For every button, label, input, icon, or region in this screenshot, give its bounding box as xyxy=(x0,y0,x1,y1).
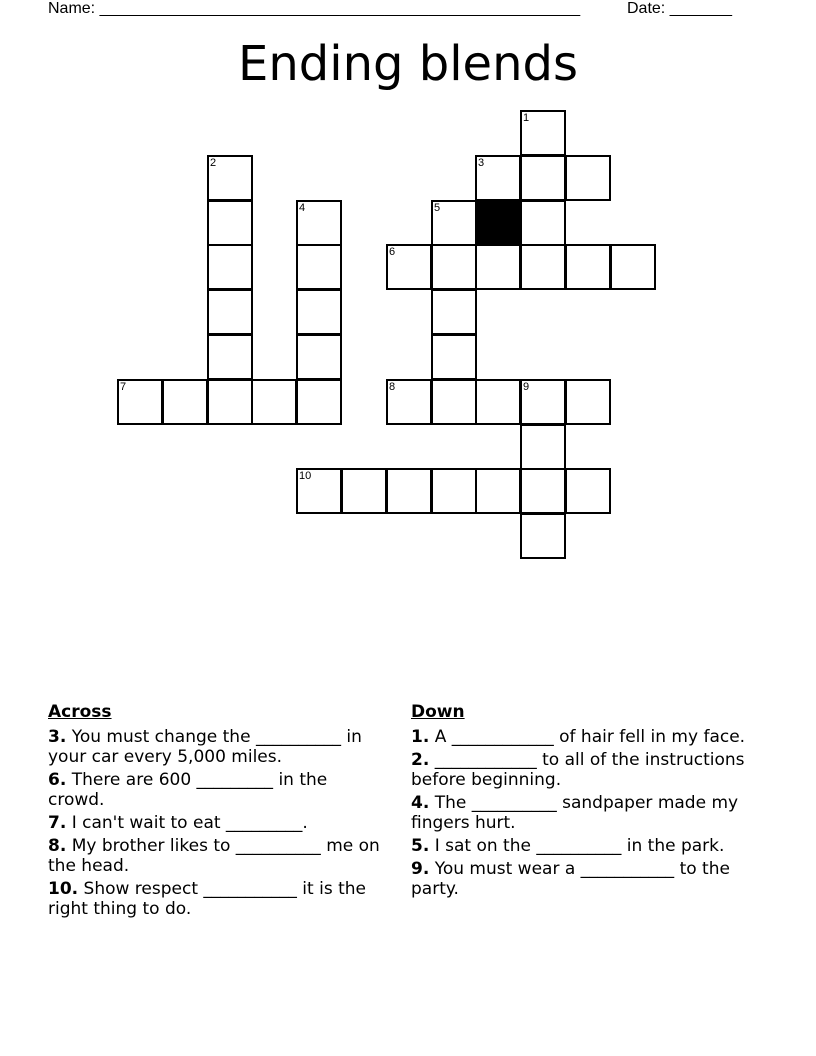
cell-number: 8 xyxy=(389,381,396,393)
clue-number: 6. xyxy=(48,770,67,790)
clue-across-10 xyxy=(48,879,388,919)
clue-number: 7. xyxy=(48,813,67,833)
grid-cell[interactable] xyxy=(520,244,566,290)
clue-text: The __________ sandpaper made my fingers hurt. xyxy=(411,793,739,833)
clue-text: You must change the __________ in your car every 5,000 miles. xyxy=(48,727,362,767)
grid-cell[interactable] xyxy=(520,155,566,201)
clue-down-5 xyxy=(411,836,751,856)
date-line: Date: _______ xyxy=(627,0,732,17)
grid-cell[interactable] xyxy=(475,379,521,425)
page-title: Ending blends xyxy=(238,36,578,92)
grid-cell[interactable] xyxy=(520,200,566,246)
grid-cell[interactable] xyxy=(431,379,477,425)
grid-cell[interactable] xyxy=(565,155,611,201)
grid-cell[interactable] xyxy=(520,513,566,559)
down-clues xyxy=(411,702,751,902)
cell-number: 6 xyxy=(389,246,396,258)
grid-cell[interactable] xyxy=(207,289,253,335)
cell-number: 4 xyxy=(299,202,306,214)
grid-cell[interactable] xyxy=(296,379,342,425)
clue-text: Show respect ___________ it is the right thing to do. xyxy=(48,879,366,919)
grid-cell[interactable] xyxy=(610,244,656,290)
clue-text: I can't wait to eat _________. xyxy=(71,813,308,833)
clue-across-7 xyxy=(48,813,388,833)
grid-cell[interactable] xyxy=(251,379,297,425)
clue-number: 1. xyxy=(411,727,430,747)
clue-down-2 xyxy=(411,750,751,790)
across-heading: Across xyxy=(48,702,112,722)
grid-cell[interactable] xyxy=(207,200,253,246)
grid-cell[interactable] xyxy=(296,244,342,290)
grid-cell[interactable] xyxy=(520,424,566,470)
grid-cell[interactable] xyxy=(431,468,477,514)
clue-text: There are 600 _________ in the crowd. xyxy=(48,770,328,810)
clue-number: 8. xyxy=(48,836,67,856)
grid-cell[interactable] xyxy=(431,334,477,380)
grid-cell[interactable] xyxy=(520,468,566,514)
grid-cell[interactable] xyxy=(386,379,432,425)
cell-number: 5 xyxy=(434,202,441,214)
black-cell xyxy=(475,200,521,246)
clue-down-1 xyxy=(411,727,751,747)
grid-cell[interactable] xyxy=(565,244,611,290)
grid-cell[interactable] xyxy=(207,244,253,290)
clue-number: 10. xyxy=(48,879,79,899)
clue-number: 2. xyxy=(411,750,430,770)
clue-text: ____________ to all of the instructions before beginning. xyxy=(411,750,745,790)
across-clues xyxy=(48,702,388,922)
clue-text: I sat on the __________ in the park. xyxy=(434,836,725,856)
cell-number: 2 xyxy=(210,157,217,169)
grid-cell[interactable] xyxy=(520,379,566,425)
grid-cell[interactable] xyxy=(207,334,253,380)
grid-cell[interactable] xyxy=(565,379,611,425)
clue-across-6 xyxy=(48,770,388,810)
grid-cell[interactable] xyxy=(162,379,208,425)
grid-cell[interactable] xyxy=(117,379,163,425)
cell-number: 10 xyxy=(299,470,312,482)
grid-cell[interactable] xyxy=(296,289,342,335)
clue-number: 9. xyxy=(411,859,430,879)
clue-number: 3. xyxy=(48,727,67,747)
grid-cell[interactable] xyxy=(431,289,477,335)
cell-number: 1 xyxy=(523,112,530,124)
clue-down-4 xyxy=(411,793,751,833)
grid-cell[interactable] xyxy=(296,334,342,380)
grid-cell[interactable] xyxy=(520,110,566,156)
grid-cell[interactable] xyxy=(431,244,477,290)
cell-number: 3 xyxy=(478,157,485,169)
grid-cell[interactable] xyxy=(207,155,253,201)
cell-number: 7 xyxy=(120,381,127,393)
grid-cell[interactable] xyxy=(475,244,521,290)
grid-cell[interactable] xyxy=(207,379,253,425)
down-heading: Down xyxy=(411,702,465,722)
clue-number: 4. xyxy=(411,793,430,813)
clue-down-9 xyxy=(411,859,751,899)
grid-cell[interactable] xyxy=(386,468,432,514)
grid-cell[interactable] xyxy=(341,468,387,514)
grid-cell[interactable] xyxy=(296,200,342,246)
grid-cell[interactable] xyxy=(431,200,477,246)
grid-cell[interactable] xyxy=(386,244,432,290)
name-line: Name: ______________________________________________________ xyxy=(48,0,581,17)
clue-across-3 xyxy=(48,727,388,767)
grid-cell[interactable] xyxy=(475,468,521,514)
clue-text: My brother likes to __________ me on the head. xyxy=(48,836,380,876)
cell-number: 9 xyxy=(523,381,530,393)
clue-text: You must wear a ___________ to the party. xyxy=(411,859,730,899)
clue-number: 5. xyxy=(411,836,430,856)
grid-cell[interactable] xyxy=(296,468,342,514)
clue-text: A ____________ of hair fell in my face. xyxy=(434,727,746,747)
clue-across-8 xyxy=(48,836,388,876)
grid-cell[interactable] xyxy=(475,155,521,201)
grid-cell[interactable] xyxy=(565,468,611,514)
